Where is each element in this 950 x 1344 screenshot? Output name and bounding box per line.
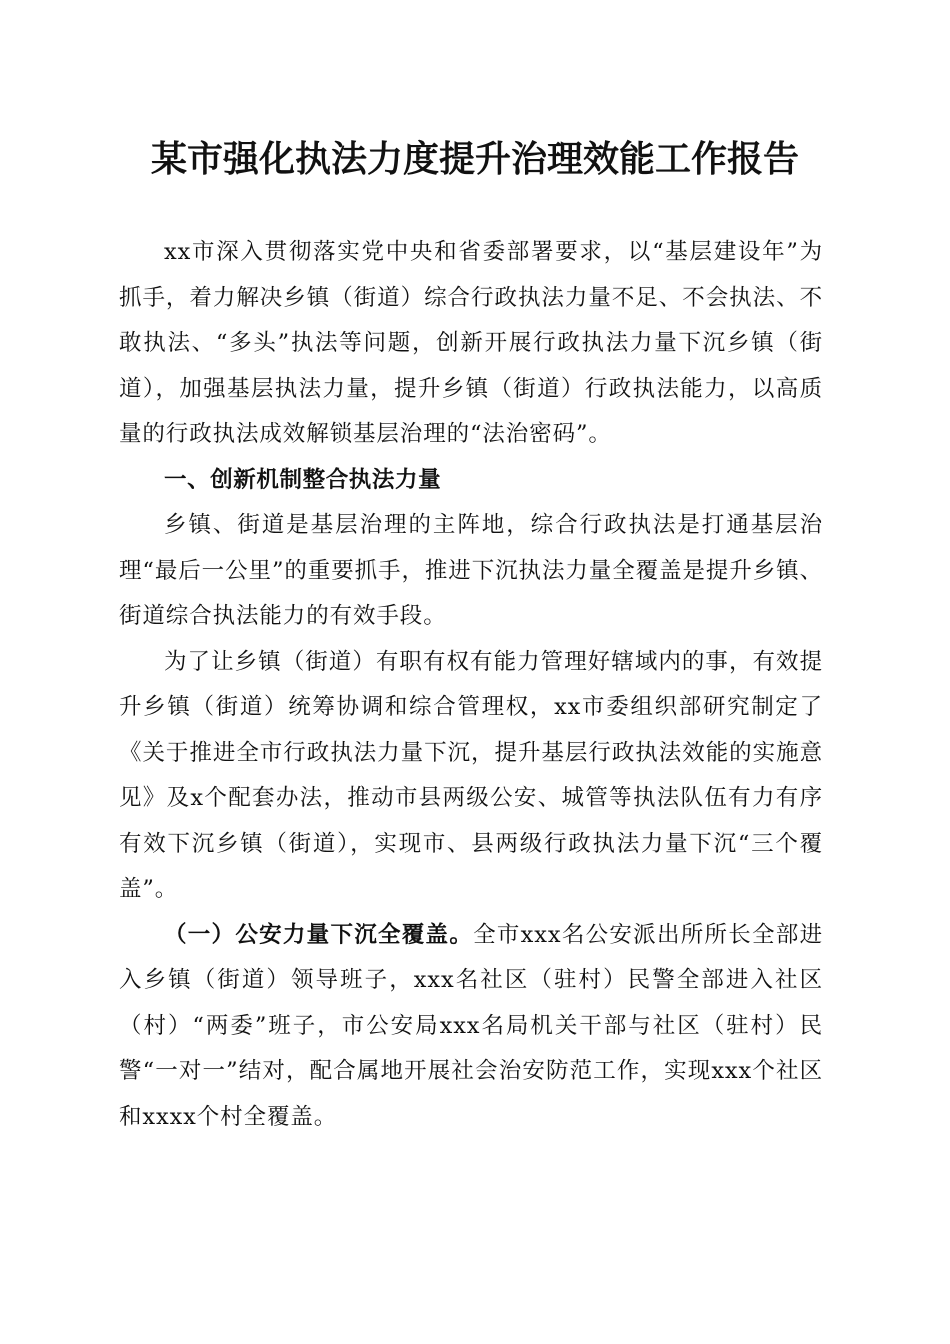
subsection-lead: （一）公安力量下沉全覆盖。 (164, 921, 474, 948)
paragraph-1: 乡镇、街道是基层治理的主阵地，综合行政执法是打通基层治理“最后一公里”的重要抓手，推进下沉执法力量全覆盖是提升乡镇、街道综合执法能力的有效手段。 (119, 512, 823, 629)
paragraph-3-body: 全市xxx名公安派出所所长全部进入乡镇（街道）领导班子，xxx名社区（驻村）民警全部进入社区（村）“两委”班子，市公安局xxx名局机关干部与社区（驻村）民警“一对一”结对，配合属地开展社会治安防范工作，实现xxx个社区和xxxx个村全覆盖。 (119, 921, 824, 1130)
section-heading-1: 一、创新机制整合执法力量 (164, 466, 442, 493)
paragraph-3 (119, 913, 823, 1141)
paragraph-2: 为了让乡镇（街道）有职有权有能力管理好辖域内的事，有效提升乡镇（街道）统筹协调和综合管理权，xx市委组织部研究制定了《关于推进全市行政执法力量下沉，提升基层行政执法效能的实施意见》及x个配套办法，推动市县两级公安、城管等执法队伍有力有序有效下沉乡镇（街道），实现市、县两级行政执法力量下沉“三个覆盖”。 (119, 648, 823, 902)
paragraph-intro: xx市深入贯彻落实党中央和省委部署要求，以“基层建设年”为抓手，着力解决乡镇（街道）综合行政执法力量不足、不会执法、不敢执法、“多头”执法等问题，创新开展行政执法力量下沉乡镇（街道），加强基层执法力量，提升乡镇（街道）行政执法能力，以高质量的行政执法成效解锁基层治理的“法治密码”。 (119, 239, 823, 447)
document-body (119, 230, 823, 1140)
document-title: 某市强化执法力度提升治理效能工作报告 (150, 138, 799, 180)
